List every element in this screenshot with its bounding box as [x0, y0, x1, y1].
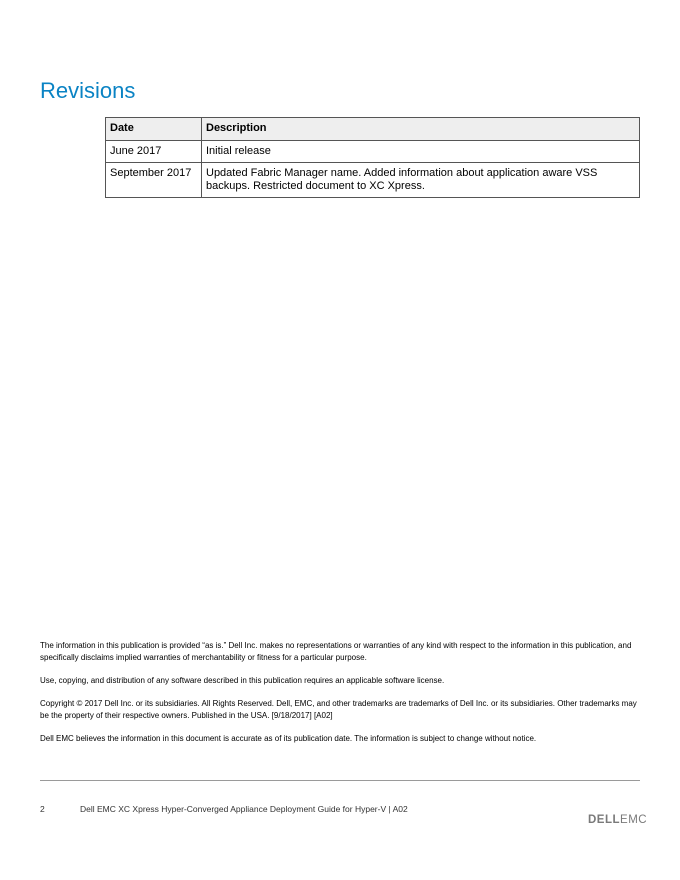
document-title: Dell EMC XC Xpress Hyper-Converged Appliance Deployment Guide for Hyper-V | A02: [80, 804, 408, 814]
table-header-row: [106, 118, 640, 141]
logo-emc-text: EMC: [620, 814, 648, 826]
page-number: 2: [40, 804, 45, 814]
revision-description: Updated Fabric Manager name. Added information about application aware VSS backups. Restricted document to XC Xpress.: [202, 163, 640, 198]
page-title: Revisions: [40, 78, 136, 103]
license-text: Use, copying, and distribution of any software described in this publication requires an applicable software license.: [40, 676, 445, 685]
legal-notice: [40, 640, 640, 756]
revision-date: September 2017: [106, 163, 202, 198]
table-row: [106, 163, 640, 198]
revision-description: Initial release: [202, 141, 640, 163]
column-header-description: Description: [202, 118, 640, 141]
table-row: [106, 141, 640, 163]
accuracy-text: Dell EMC believes the information in this document is accurate as of its publication date. The information is subject to change without notice.: [40, 734, 537, 743]
revision-date: June 2017: [106, 141, 202, 163]
copyright-text: Copyright © 2017 Dell Inc. or its subsidiaries. All Rights Reserved. Dell, EMC, and other trademarks are trademarks of Dell Inc. or its subsidiaries. Other trademarks may be the property of their respective owners. Published in the USA. [9/18/2017] [A02]: [40, 699, 637, 720]
footer-divider: [40, 780, 640, 781]
dell-emc-logo: [588, 814, 647, 826]
disclaimer-text: The information in this publication is provided “as is.” Dell Inc. makes no representations or warranties of any kind with respect to the information in this publication, and specifically disclaims implied warranties of merchantability or fitness for a particular purpose.: [40, 641, 632, 662]
revisions-table: [105, 117, 640, 198]
page-footer: [40, 804, 408, 814]
logo-dell-text: DELL: [588, 814, 621, 826]
column-header-date: Date: [106, 118, 202, 141]
